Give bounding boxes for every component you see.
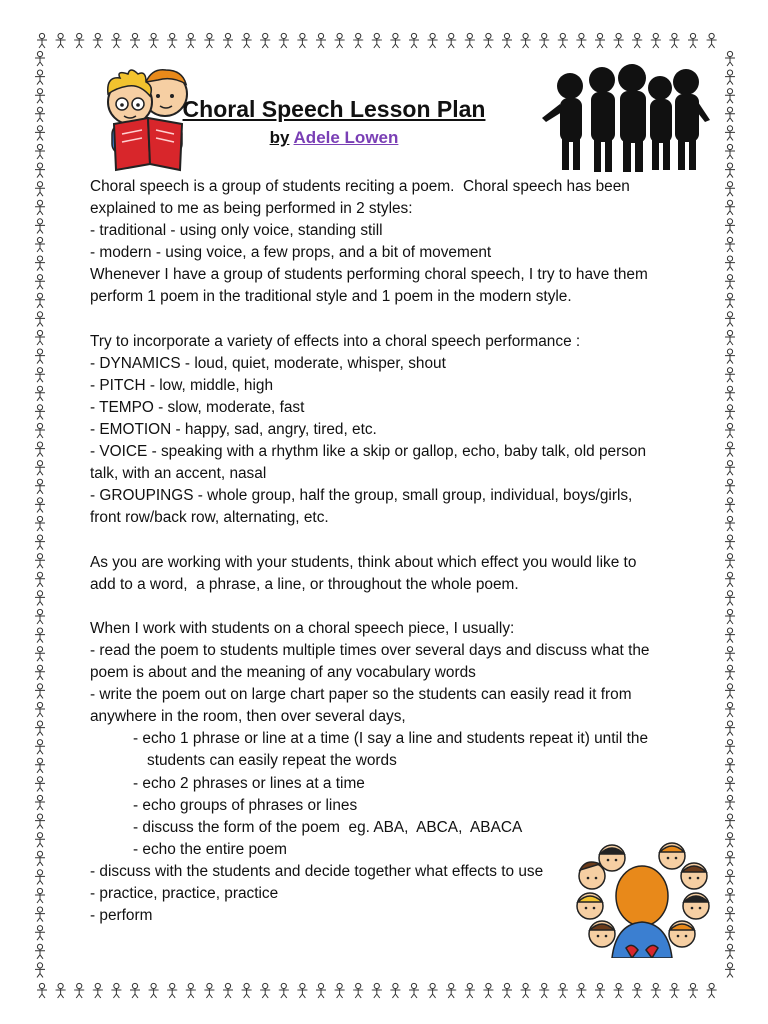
text-line: add to a word, a phrase, a line, or throughout the whole poem. [90, 575, 519, 593]
text-line: When I work with students on a choral speech piece, I usually: [90, 619, 515, 637]
byline-label: by [269, 128, 290, 147]
text-line: - TEMPO - slow, moderate, fast [90, 398, 305, 416]
text-line: - traditional - using only voice, standing still [90, 222, 383, 240]
text-line: - echo the entire poem [133, 840, 287, 858]
text-line: As you are working with your students, think about which effect you would like to [90, 553, 637, 571]
author-link[interactable]: Adele Lowen [293, 128, 399, 147]
document-body [90, 176, 690, 927]
text-line: front row/back row, alternating, etc. [90, 509, 329, 527]
text-line: perform 1 poem in the traditional style and 1 poem in the modern style. [90, 288, 572, 306]
text-line: Choral speech is a group of students reciting a poem. Choral speech has been [90, 178, 630, 195]
text-line: - perform [90, 907, 153, 925]
text-line: - discuss the form of the poem eg. ABA, ABCA, ABACA [133, 818, 523, 836]
page [50, 38, 718, 988]
text-line: - echo 2 phrases or lines at a time [133, 774, 365, 792]
text-line: explained to me as being performed in 2 styles: [90, 200, 413, 218]
text-line: - PITCH - low, middle, high [90, 376, 274, 394]
text-line: talk, with an accent, nasal [90, 465, 267, 483]
text-line: - write the poem out on large chart paper so the students can easily read it from [90, 686, 632, 704]
text-line: Try to incorporate a variety of effects into a choral speech performance : [90, 332, 581, 350]
text-line: - practice, practice, practice [90, 885, 279, 902]
text-line: students can easily repeat the words [147, 752, 397, 770]
text-line: - VOICE - speaking with a rhythm like a skip or gallop, echo, baby talk, old person [90, 443, 647, 461]
text-line: - GROUPINGS - whole group, half the group, small group, individual, boys/girls, [90, 487, 633, 505]
text-line: - discuss with the students and decide together what effects to use [90, 862, 544, 880]
text-line: - echo 1 phrase or line at a time (I say a line and students repeat it) until the [133, 730, 649, 748]
text-line: - EMOTION - happy, sad, angry, tired, etc. [90, 421, 377, 439]
text-line: - echo groups of phrases or lines [133, 796, 358, 814]
text-line: - DYNAMICS - loud, quiet, moderate, whisper, shout [90, 354, 446, 372]
text-line: anywhere in the room, then over several days, [90, 708, 406, 726]
text-line: Whenever I have a group of students performing choral speech, I try to have them [90, 266, 648, 284]
text-line: - read the poem to students multiple times over several days and discuss what the [90, 641, 650, 659]
text-line: - modern - using voice, a few props, and a bit of movement [90, 244, 492, 262]
text-line: poem is about and the meaning of any vocabulary words [90, 664, 476, 682]
page-title: Choral Speech Lesson Plan [182, 96, 486, 122]
